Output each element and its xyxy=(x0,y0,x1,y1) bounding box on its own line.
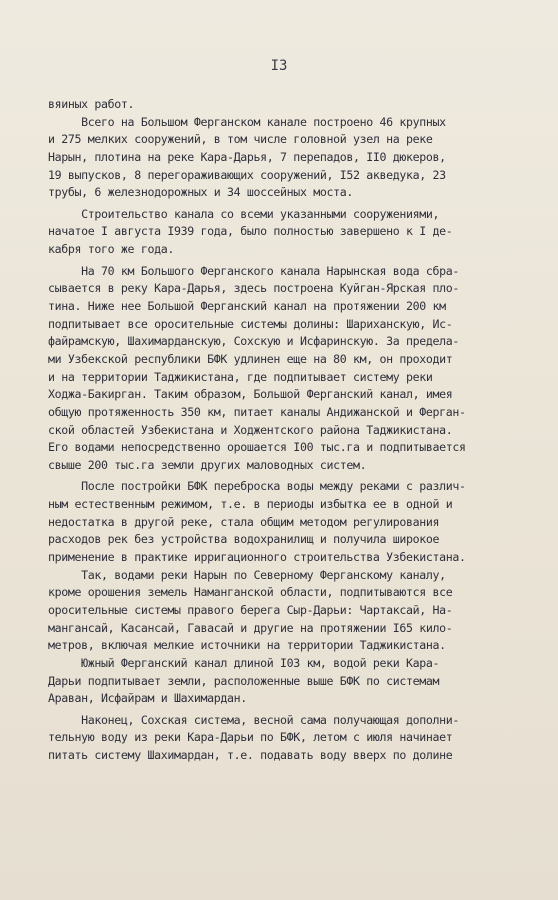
text-line: Строительство канала со всеми указанными сооружениями, xyxy=(48,206,440,221)
text-line: подпитывает все оросительные системы долины: Шариханскую, Ис- xyxy=(48,316,453,331)
text-line: сывается в реку Кара-Дарья, здесь построена Куйган-Ярская пло- xyxy=(48,281,460,296)
body-text xyxy=(48,96,534,765)
text-line: Всего на Большом Ферганском канале построено 46 крупных xyxy=(48,114,446,129)
text-line: метров, включая мелкие источники на территории Таджикистана. xyxy=(48,638,446,653)
text-line: Араван, Исфайрам и Шахимардан. xyxy=(48,691,247,706)
text-line: оросительные системы правого берега Сыр-Дарьи: Чартаксай, На- xyxy=(48,602,453,617)
text-line: Наконец, Сохская система, весной сама получающая дополни- xyxy=(48,712,460,727)
text-line: На 70 км Большого Ферганского канала Нарынская вода сбра- xyxy=(48,263,460,278)
text-line: и на территории Таджикистана, где подпитывает систему реки xyxy=(48,369,433,384)
text-line: недостатка в другой реке, стала общим методом регулирования xyxy=(48,514,440,529)
text-line: мангансай, Касансай, Гавасай и другие на протяжении I65 кило- xyxy=(48,620,453,635)
text-line: Ходжа-Бакирган. Таким образом, Большой Ферганский канал, имея xyxy=(48,387,453,402)
text-line: файрамскую, Шахимарданскую, Сохскую и Исфаринскую. За предела- xyxy=(48,334,460,349)
text-line: Нарын, плотина на реке Кара-Дарья, 7 перепадов, II0 дюкеров, xyxy=(48,149,446,164)
text-line: общую протяженность 350 км, питает каналы Андижанской и Ферган- xyxy=(48,404,466,419)
text-line: кабря того же года. xyxy=(48,242,174,257)
text-line: После постройки БФК переброска воды между реками с различ- xyxy=(48,479,466,494)
text-line: Его водами непосредственно орошается I00 тыс.га и подпитывается xyxy=(48,440,466,455)
text-line: тельную воду из реки Кара-Дарьи по БФК, летом с июля начинает xyxy=(48,730,453,745)
text-line: ми Узбекской республики БФК удлинен еще на 80 км, он проходит xyxy=(48,351,453,366)
text-line: тина. Ниже нее Большой Ферганский канал на протяжении 200 км xyxy=(48,299,446,314)
text-line: 19 выпусков, 8 перегораживающих сооружений, I52 акведука, 23 xyxy=(48,167,446,182)
text-line: ным естественным режимом, т.е. в периоды избытка ее в одной и xyxy=(48,497,453,512)
text-line: применение в практике ирригационного строительства Узбекистана. xyxy=(48,550,466,565)
text-line: и 275 мелких сооружений, в том числе головной узел на реке xyxy=(48,132,433,147)
text-line: вяиных работ. xyxy=(48,97,135,111)
text-line: Южный Ферганский канал длиной I03 км, водой реки Кара- xyxy=(48,655,440,670)
text-line: питать систему Шахимардан, т.е. подавать воду вверх по долине xyxy=(48,748,453,763)
text-line: свыше 200 тыс.га земли других маловодных систем. xyxy=(48,457,367,472)
text-line: начатое I августа I939 года, было полностью завершено к I де- xyxy=(48,224,453,239)
text-line: ской областей Узбекистана и Ходжентского района Таджикистана. xyxy=(48,422,453,437)
text-line: Так, водами реки Нарын по Северному Ферганскому каналу, xyxy=(48,567,446,582)
text-line: расходов рек без устройства водохранилищ и получила широкое xyxy=(48,532,440,547)
text-line: трубы, 6 железнодорожных и 34 шоссейных моста. xyxy=(48,185,353,200)
page-number: I3 xyxy=(270,58,288,74)
text-line: Дарьи подпитывает земли, расположенные выше БФК по системам xyxy=(48,673,440,688)
text-line: кроме орошения земель Наманганской области, подпитываются все xyxy=(48,585,453,600)
